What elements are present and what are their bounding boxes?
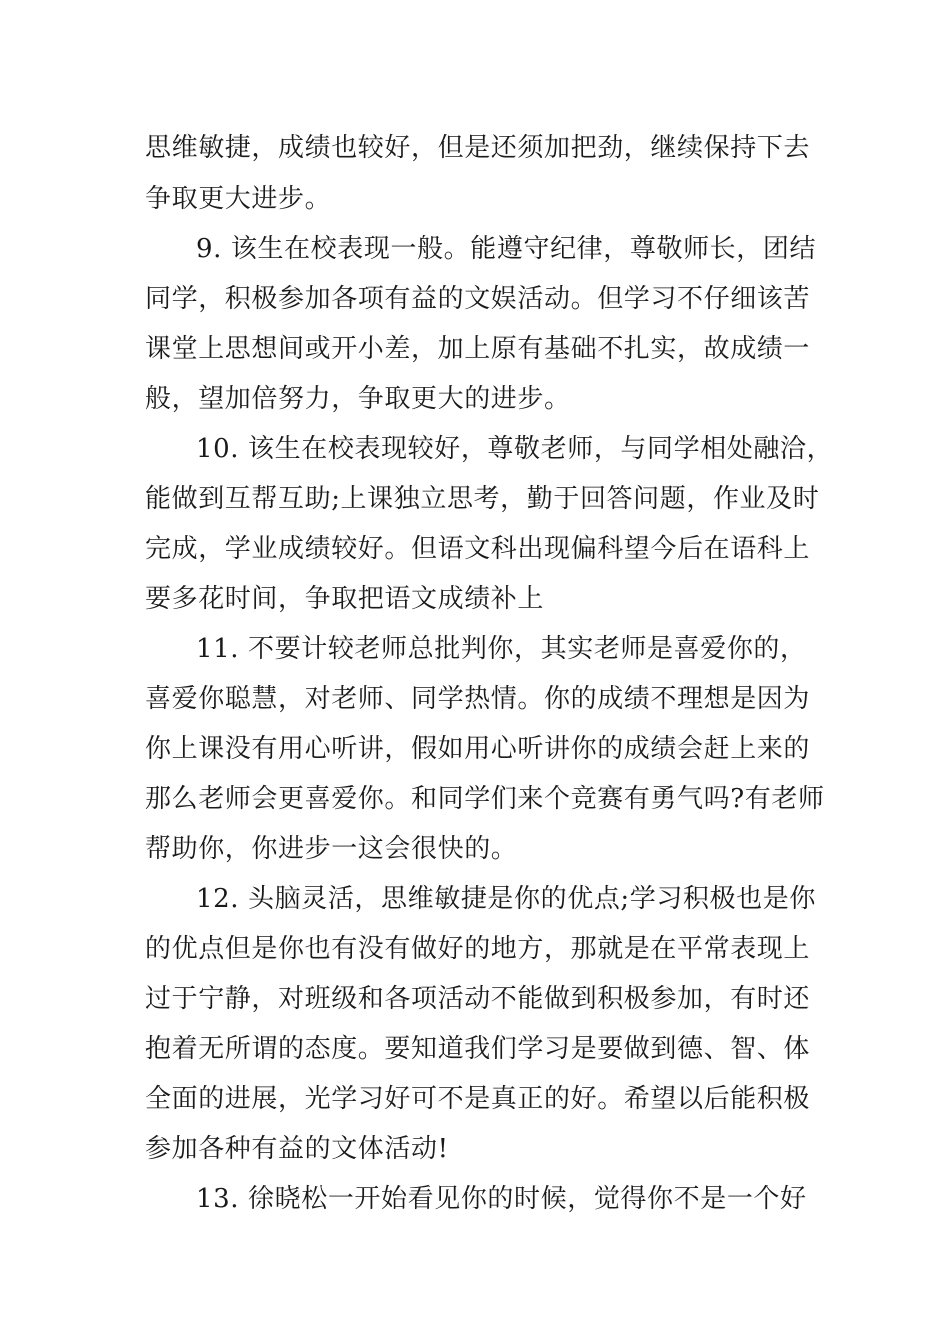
text-line: 过于宁静，对班级和各项活动不能做到积极参加，有时还 <box>145 984 811 1014</box>
item-13-first-line: 13. 徐晓松一开始看见你的时候，觉得你不是一个好 <box>196 1184 807 1214</box>
text-line: 参加各种有益的文体活动! <box>145 1134 449 1164</box>
item-10-first-line: 10. 该生在校表现较好，尊敬老师，与同学相处融洽， <box>196 434 834 464</box>
text-line: 课堂上思想间或开小差，加上原有基础不扎实，故成绩一 <box>145 334 811 364</box>
text-line: 同学，积极参加各项有益的文娱活动。但学习不仔细该苦 <box>145 284 811 314</box>
text-line: 争取更大进步。 <box>145 184 332 214</box>
text-line: 你上课没有用心听讲，假如用心听讲你的成绩会赶上来的 <box>145 734 811 764</box>
text-line: 般，望加倍努力，争取更大的进步。 <box>145 384 571 414</box>
text-line: 的优点但是你也有没有做好的地方，那就是在平常表现上 <box>145 934 811 964</box>
item-11-first-line: 11. 不要计较老师总批判你，其实老师是喜爱你的， <box>196 634 807 664</box>
text-line: 要多花时间，争取把语文成绩补上 <box>145 584 545 614</box>
text-line: 那么老师会更喜爱你。和同学们来个竞赛有勇气吗?有老师 <box>145 784 825 814</box>
item-9-first-line: 9. 该生在校表现一般。能遵守纪律，尊敬师长，团结 <box>196 234 817 264</box>
text-line: 能做到互帮互助;上课独立思考，勤于回答问题，作业及时 <box>145 484 820 514</box>
text-line: 抱着无所谓的态度。要知道我们学习是要做到德、智、体 <box>145 1034 811 1064</box>
text-line: 全面的进展，光学习好可不是真正的好。希望以后能积极 <box>145 1084 811 1114</box>
item-12-first-line: 12. 头脑灵活，思维敏捷是你的优点;学习积极也是你 <box>196 884 816 914</box>
text-line: 帮助你，你进步一这会很快的。 <box>145 834 518 864</box>
text-line: 思维敏捷，成绩也较好，但是还须加把劲，继续保持下去 <box>145 133 811 163</box>
text-line: 喜爱你聪慧，对老师、同学热情。你的成绩不理想是因为 <box>145 684 811 714</box>
text-line: 完成，学业成绩较好。但语文科出现偏科望今后在语科上 <box>145 534 811 564</box>
